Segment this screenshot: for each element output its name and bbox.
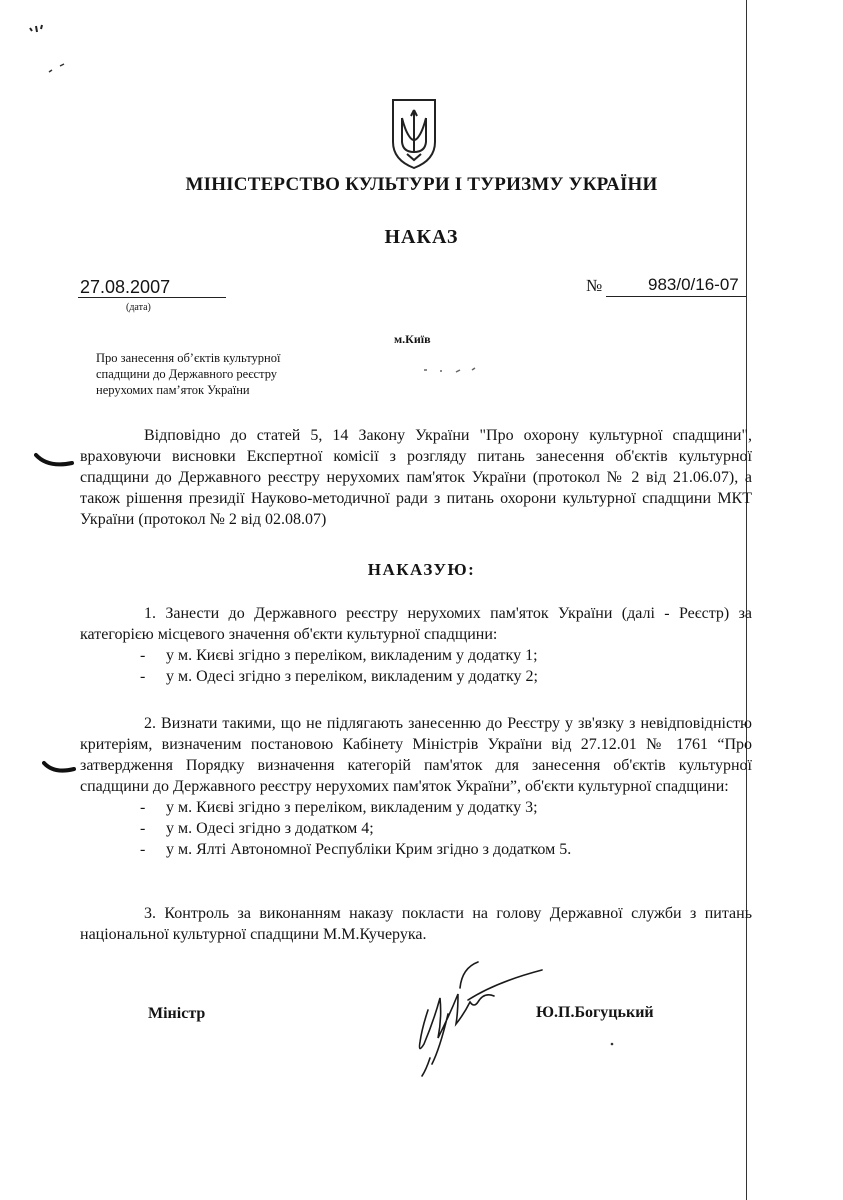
- order-heading: НАКАЗУЮ:: [367, 560, 476, 579]
- signatory-name: Ю.П.Богуцький: [536, 1004, 654, 1021]
- trident-emblem-icon: [389, 96, 439, 170]
- document-title: НАКАЗ: [384, 226, 459, 248]
- subject-line: спадщини до Державного реєстру: [96, 367, 278, 381]
- scan-speck-mark: [608, 1040, 616, 1048]
- city-label: м.Київ: [394, 332, 431, 346]
- scan-speck-mark: [28, 22, 48, 34]
- order-date: 27.08.2007: [80, 277, 171, 297]
- list-item: - у м. Одесі згідно з додатком 4;: [140, 818, 752, 839]
- scan-speck-mark: [420, 364, 490, 376]
- item-1-list: [80, 645, 752, 687]
- order-number: 983/0/16-07: [648, 275, 739, 294]
- order-item-1: [80, 603, 752, 687]
- signatory-position: Міністр: [148, 1005, 206, 1022]
- order-item-3: [80, 903, 752, 945]
- list-item: - у м. Києві згідно з переліком, викладеним у додатку 1;: [140, 645, 752, 666]
- item-1-text: 1. Занести до Державного реєстру нерухомих пам'яток України (далі - Реєстр) за категорією місцевого значення об'єкти культурної спадщини:: [80, 605, 752, 643]
- item-3-text: 3. Контроль за виконанням наказу покласти на голову Державної служби з питань національної культурної спадщини М.М.Кучерука.: [80, 905, 752, 943]
- number-sign: №: [586, 276, 603, 295]
- preamble-text: Відповідно до статей 5, 14 Закону України "Про охорону культурної спадщини", враховуючи висновки Експертної комісії з розгляду питань занесення об'єктів культурної спадщини до Державного реєстру нерухомих пам'яток України (протокол № 2 від 21.06.07), а також рішення президії Науково-методичної ради з питань охорони культурної спадщини МКТ України (протокол № 2 від 02.08.07): [80, 427, 752, 528]
- item-2-list: [80, 797, 752, 860]
- list-item: - у м. Одесі згідно з переліком, викладеним у додатку 2;: [140, 666, 752, 687]
- list-item: - у м. Ялті Автономної Республіки Крим згідно з додатком 5.: [140, 839, 752, 860]
- margin-check-mark: [34, 452, 74, 470]
- ministry-name: МІНІСТЕРСТВО КУЛЬТУРИ І ТУРИЗМУ УКРАЇНИ: [185, 174, 658, 195]
- order-item-2: [80, 713, 752, 860]
- order-subject: [96, 350, 356, 398]
- date-underline: [78, 297, 226, 298]
- date-caption: (дата): [126, 302, 151, 313]
- handwritten-signature: [400, 958, 550, 1078]
- number-underline: [606, 296, 746, 297]
- scan-speck-mark: [46, 62, 68, 76]
- item-2-text: 2. Визнати такими, що не підлягають занесенню до Реєстру у зв'язку з невідповідністю критеріям, визначеним постановою Кабінету Міністрів України від 27.12.01 № 1761 “Про затвердження Порядку визначення категорій пам'яток для занесення об'єктів культурної спадщини до Державного реєстру нерухомих пам'яток України”, об'єкти культурної спадщини:: [80, 715, 752, 795]
- subject-line: нерухомих пам’яток України: [96, 383, 250, 397]
- margin-check-mark: [42, 760, 76, 776]
- subject-line: Про занесення об’єктів культурної: [96, 351, 281, 365]
- list-item: - у м. Києві згідно з переліком, викладеним у додатку 3;: [140, 797, 752, 818]
- preamble-paragraph: [80, 425, 752, 530]
